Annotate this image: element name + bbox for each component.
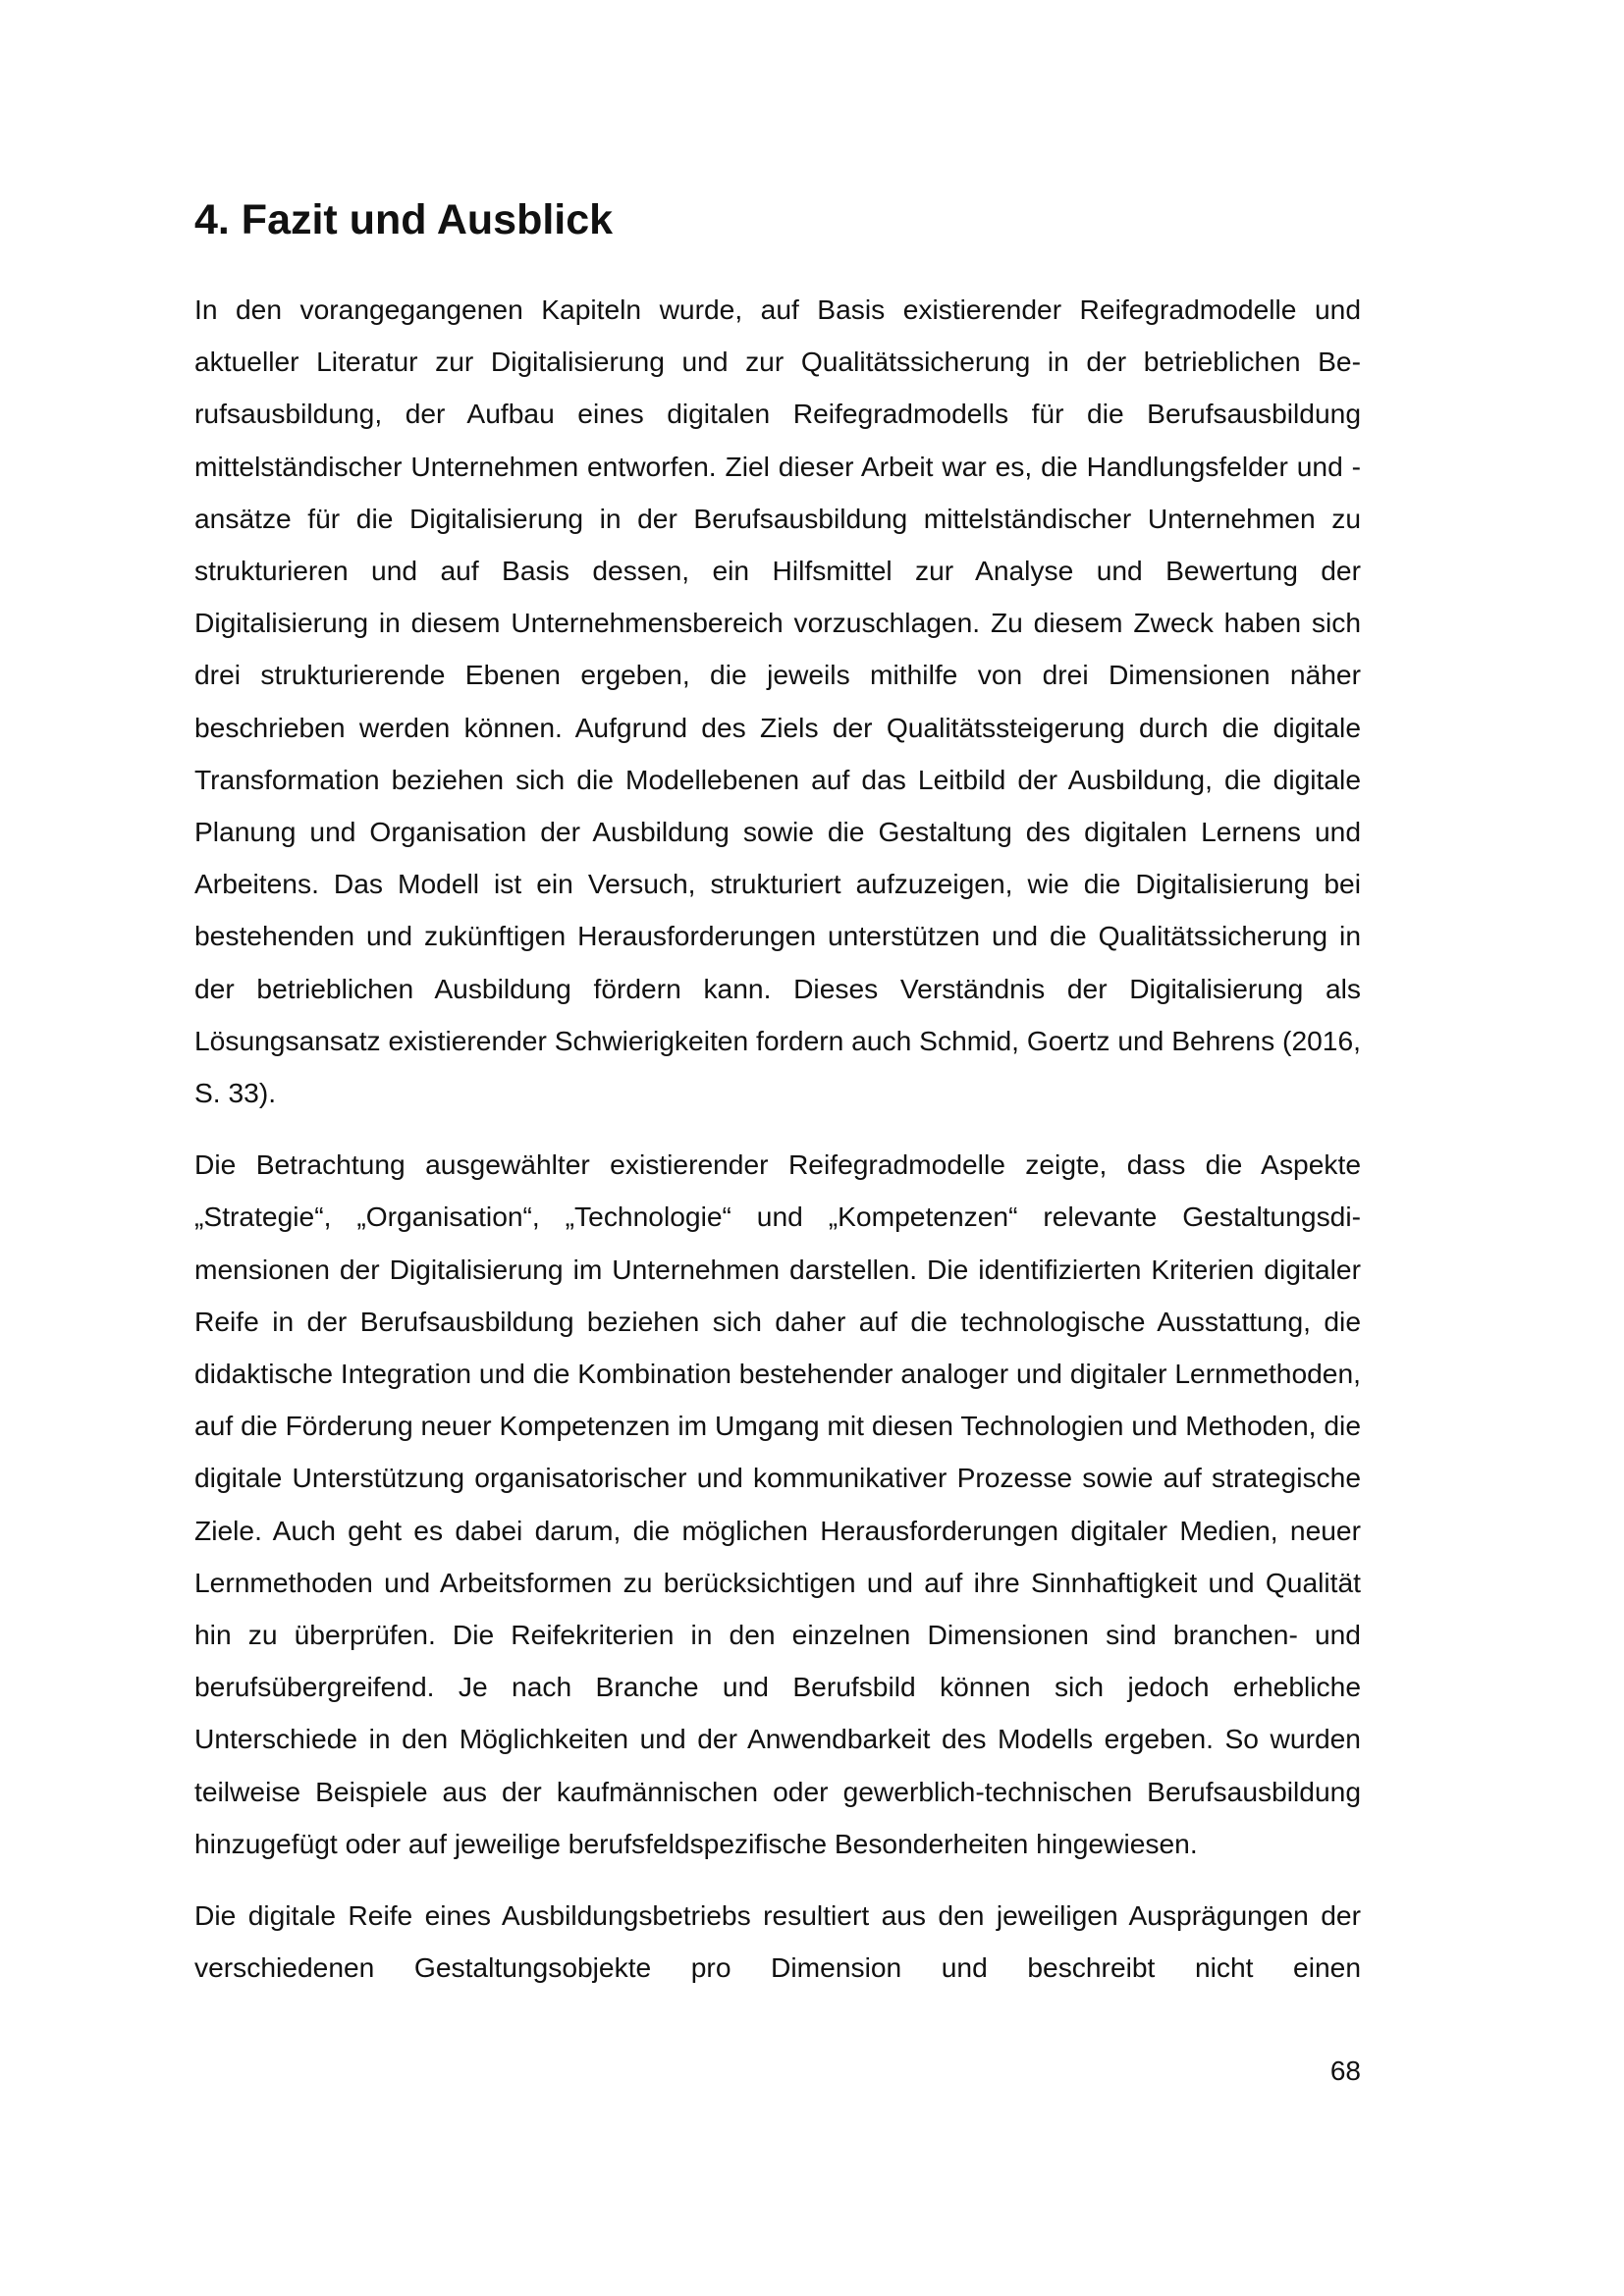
body-text: [194, 284, 1361, 2014]
paragraph-2: Die Betrachtung ausgewählter existierender Reifegradmodelle zeigte, dass die Aspekte „Strategie“, „Organisation“, „Technologie“ und „Kompetenzen“ relevante Gestaltungsdimensionen der Digitalisierung im Unternehmen darstellen. Die identifizierten Kriterien digitaler Reife in der Berufsausbildung beziehen sich daher auf die technologische Ausstattung, die didaktische Integration und die Kombination bestehender analoger und digitaler Lernmethoden, auf die Förderung neuer Kompetenzen im Umgang mit diesen Technologien und Methoden, die digitale Unterstützung organisatorischer und kommunikativer Prozesse sowie auf strategische Ziele. Auch geht es dabei darum, die möglichen Herausforderungen digitaler Medien, neuer Lernmethoden und Arbeitsformen zu berücksichtigen und auf ihre Sinnhaftigkeit und Qualität hin zu überprüfen. Die Reifekriterien in den einzelnen Dimensionen sind branchen- und berufsübergreifend. Je nach Branche und Berufsbild können sich jedoch erhebliche Unterschiede in den Möglichkeiten und der Anwendbarkeit des Modells ergeben. So wurden teilweise Beispiele aus der kaufmännischen oder gewerblich-technischen Berufsausbildung hinzugefügt oder auf jeweilige berufsfeldspezifische Besonderheiten hingewiesen.: [194, 1148, 1361, 1859]
page-number: 68: [1329, 2056, 1361, 2086]
paragraph-1: In den vorangegangenen Kapiteln wurde, auf Basis existierender Reifegradmodelle und aktueller Literatur zur Digitalisierung und zur Qualitätssicherung in der betrieblichen Berufsausbildung, der Aufbau eines digitalen Reifegradmodells für die Berufsausbildung mittelständischer Unternehmen entworfen. Ziel dieser Arbeit war es, die Handlungsfelder und -ansätze für die Digitalisierung in der Berufsausbildung mittelständischer Unternehmen zu strukturieren und auf Basis dessen, ein Hilfsmittel zur Analyse und Bewertung der Digitalisierung in diesem Unternehmensbereich vorzuschlagen. Zu diesem Zweck haben sich drei strukturierende Ebenen ergeben, die jeweils mithilfe von drei Dimensionen näher beschrieben werden können. Aufgrund des Ziels der Qualitätssteigerung durch die digitale Transformation beziehen sich die Modellebenen auf das Leitbild der Ausbildung, die digitale Planung und Organisation der Ausbildung sowie die Gestaltung des digitalen Lernens und Arbeitens. Das Modell ist ein Versuch, strukturiert aufzuzeigen, wie die Digitalisierung bei bestehenden und zukünftigen Herausforderungen unterstützen und die Qualitätssicherung in der betrieblichen Ausbildung fördern kann. Dieses Verständnis der Digitalisierung als Lösungsansatz existierender Schwierigkeiten fordern auch Schmid, Goertz und Behrens (2016, S. 33).: [194, 294, 1361, 1109]
paragraph-3: Die digitale Reife eines Ausbildungsbetriebs resultiert aus den jeweiligen Ausprägungen der verschiedenen Gestaltungsobjekte pro Dimension und beschreibt nicht einen: [194, 1899, 1361, 1984]
chapter-title: 4. Fazit und Ausblick: [194, 196, 614, 243]
